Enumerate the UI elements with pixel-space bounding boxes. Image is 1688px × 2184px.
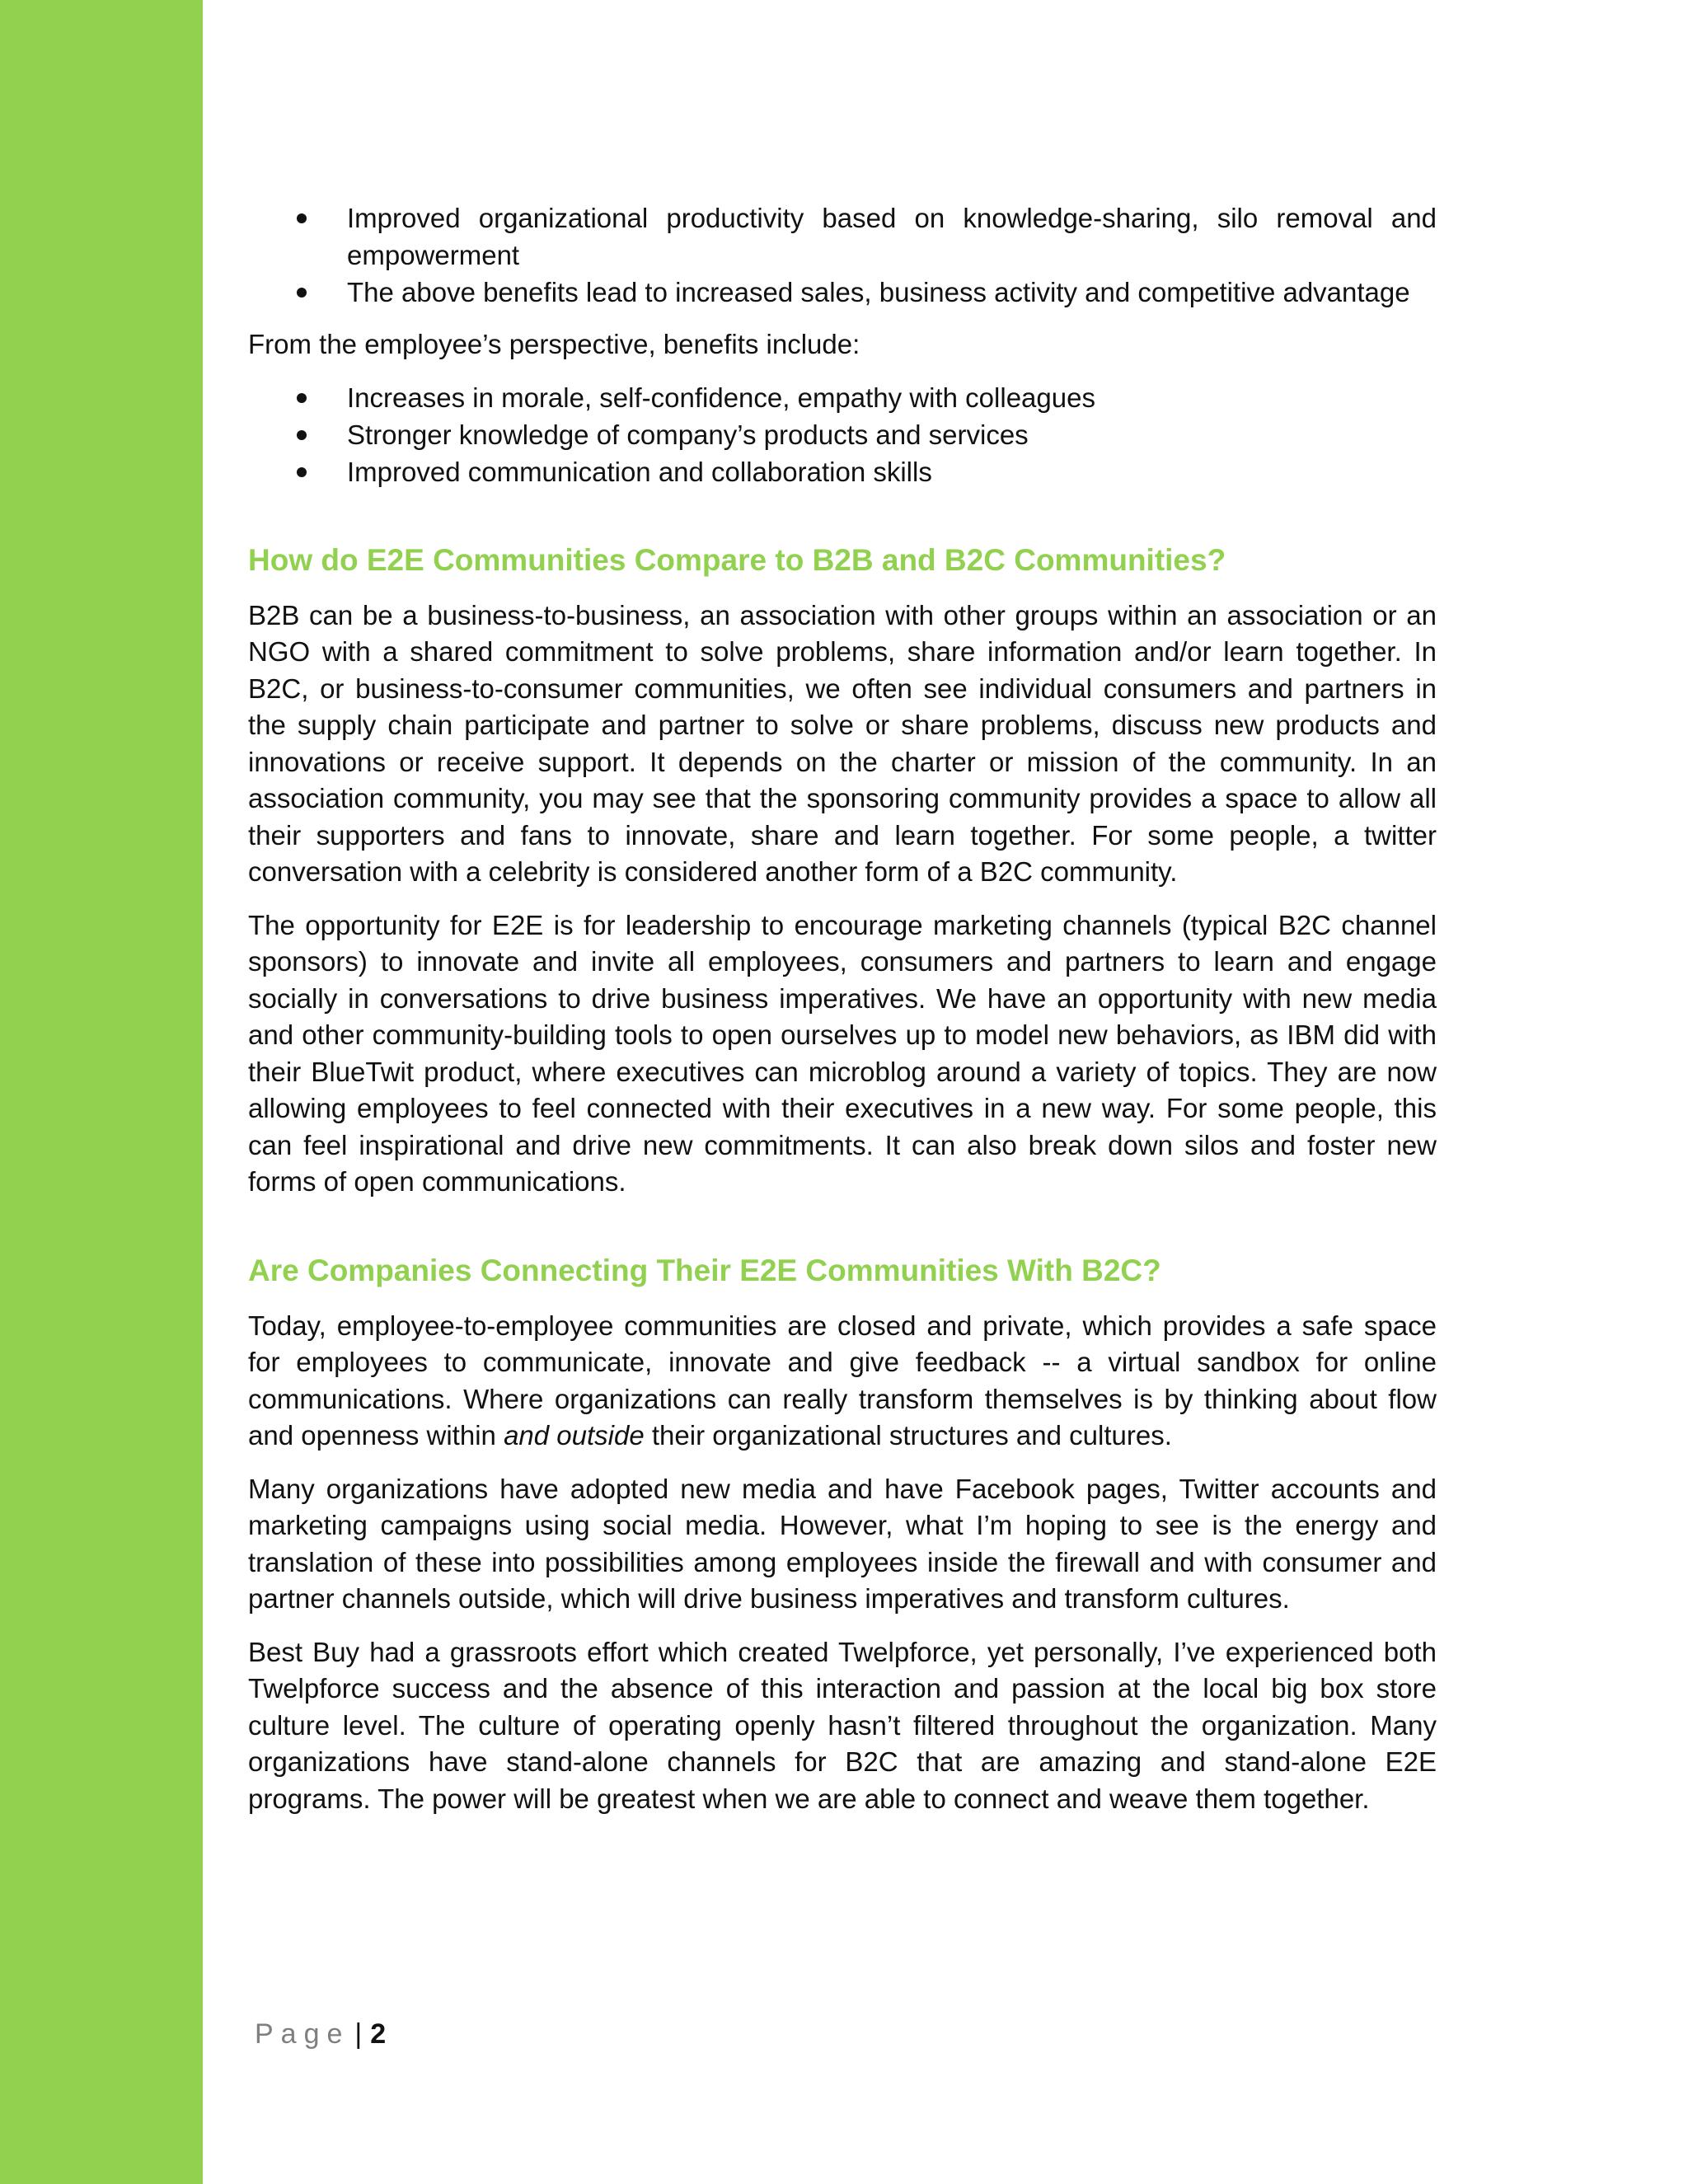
- list-item-text: Increases in morale, self-confidence, empathy with colleagues: [347, 382, 1095, 413]
- bullet-icon: [297, 213, 307, 223]
- page-number: 2: [370, 2018, 387, 2050]
- section2-paragraph: [248, 1308, 1437, 1455]
- section1-paragraph: The opportunity for E2E is for leadership to encourage marketing channels (typical B2C channel sponsors) to innovate and invite all employees, consumers and partners to learn and engage socially in conversations to drive business imperatives. We have an opportunity with new media and other community-building tools to open ourselves up to model new behaviors, as IBM did with their BlueTwit product, where executives can microblog around a variety of topics. They are now allowing employees to feel connected with their executives in a new way. For some people, this can feel inspirational and drive new commitments. It can also break down silos and foster new forms of open communications.: [248, 909, 1437, 1197]
- list-item: [248, 379, 1437, 416]
- bullet-icon: [297, 393, 307, 403]
- page-content: [248, 199, 1437, 1817]
- bullet-icon: [297, 288, 307, 298]
- list-item: [248, 416, 1437, 453]
- page-separator: |: [354, 2018, 363, 2050]
- section-heading-compare: How do E2E Communities Compare to B2B and B2C Communities?: [248, 542, 1226, 577]
- list-item-text: The above benefits lead to increased sales, business activity and competitive advantage: [347, 277, 1410, 307]
- page-footer: [255, 2016, 386, 2052]
- page-label: Page: [255, 2018, 350, 2050]
- list-item-text: Stronger knowledge of company’s products and services: [347, 419, 1029, 450]
- section2-paragraph: Best Buy had a grassroots effort which created Twelpforce, yet personally, I’ve experienced both Twelpforce success and the absence of this interaction and passion at the local big box store culture level. The culture of operating openly hasn’t filtered throughout the organization. Many organizations have stand-alone channels for B2C that are amazing and stand-alone E2E programs. The power will be greatest when we are able to connect and weave them together.: [248, 1636, 1437, 1814]
- list-item-text: Improved communication and collaboration skills: [347, 456, 932, 487]
- bullet-icon: [297, 467, 307, 477]
- section2-paragraph-text: their organizational structures and cultures.: [644, 1420, 1172, 1451]
- bullet-icon: [297, 430, 307, 440]
- section2-emphasis: and outside: [504, 1420, 645, 1451]
- list-item: [248, 453, 1437, 490]
- employee-bullet-list: [248, 379, 1437, 490]
- section-heading-connecting: Are Companies Connecting Their E2E Communities With B2C?: [248, 1253, 1161, 1287]
- section1-paragraph: B2B can be a business-to-business, an association with other groups within an association or an NGO with a shared commitment to solve problems, share information and/or learn together. In B2C, or business-to-consumer communities, we often see individual consumers and partners in the supply chain participate and partner to solve or share problems, discuss new products and innovations or receive support. It depends on the charter or mission of the community. In an association community, you may see that the sponsoring community provides a space to allow all their supporters and fans to innovate, share and learn together. For some people, a twitter conversation with a celebrity is considered another form of a B2C community.: [248, 599, 1437, 887]
- employee-benefits-intro: From the employee’s perspective, benefits include:: [248, 329, 860, 359]
- section2-paragraph: Many organizations have adopted new media and have Facebook pages, Twitter accounts and marketing campaigns using social media. However, what I’m hoping to see is the energy and translation of these into possibilities among employees inside the firewall and with consumer and partner channels outside, which will drive business imperatives and transform cultures.: [248, 1473, 1437, 1614]
- section2-paragraph-text: Today, employee-to-employee communities are closed and private, which provides a safe space for employees to communicate, innovate and give feedback -- a virtual sandbox for online communications. Where organizations can really transform themselves is by thinking about flow and openness within: [248, 1310, 1437, 1451]
- list-item: [248, 274, 1437, 311]
- intro-bullet-list: [248, 199, 1437, 311]
- list-item-text: Improved organizational productivity based on knowledge-sharing, silo removal and empowerment: [347, 203, 1437, 270]
- list-item: [248, 199, 1437, 274]
- left-accent-bar: [0, 0, 203, 2184]
